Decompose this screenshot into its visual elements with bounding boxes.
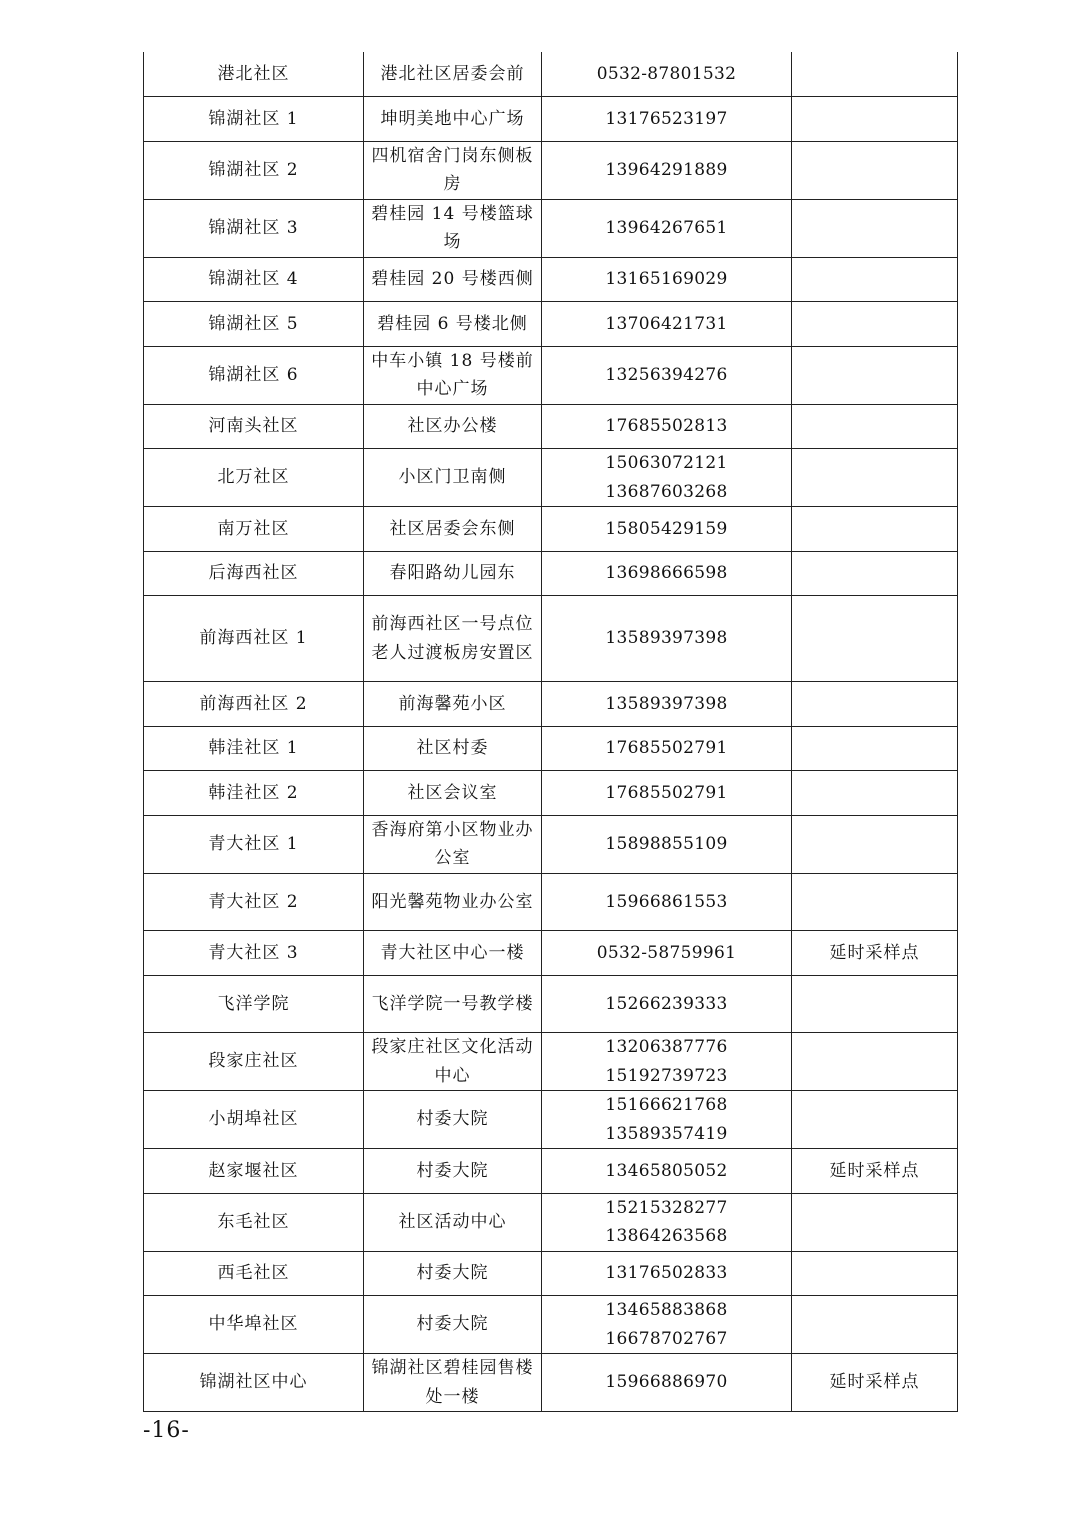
location-text: 社区活动中心	[398, 1211, 507, 1232]
community-cell: 后海西社区	[144, 551, 364, 596]
note-cell	[792, 726, 958, 771]
phone-cell	[542, 449, 792, 507]
note-cell	[792, 815, 958, 873]
phone-number: 13964291889	[605, 159, 728, 180]
note-cell	[792, 682, 958, 727]
phone-number: 13698666598	[605, 563, 728, 583]
phone-cell	[542, 1149, 792, 1194]
note-cell: 延时采样点	[792, 1149, 958, 1194]
table-row	[144, 404, 958, 449]
community-cell: 飞洋学院	[144, 975, 364, 1033]
location-text: 碧桂园 20 号楼西侧	[371, 269, 534, 289]
location-cell	[364, 873, 542, 931]
note-cell	[792, 551, 958, 596]
phone-number: 13165169029	[605, 269, 728, 289]
location-text: 香海府第小区物业办公室	[371, 819, 534, 868]
note-cell	[792, 1193, 958, 1251]
location-text: 前海馨苑小区	[398, 693, 507, 714]
phone-number: 15166621768	[605, 1095, 728, 1115]
table-row	[144, 1091, 958, 1149]
table-row	[144, 1033, 958, 1091]
location-cell	[364, 815, 542, 873]
phone-cell	[542, 141, 792, 199]
note-cell	[792, 596, 958, 682]
community-cell: 小胡埠社区	[144, 1091, 364, 1149]
location-cell	[364, 1251, 542, 1296]
phone-cell	[542, 302, 792, 347]
table-row	[144, 975, 958, 1033]
note-cell	[792, 1033, 958, 1091]
location-cell	[364, 771, 542, 816]
community-cell: 河南头社区	[144, 404, 364, 449]
community-cell: 青大社区 3	[144, 931, 364, 976]
location-cell	[364, 1354, 542, 1412]
phone-cell	[542, 873, 792, 931]
note-cell	[792, 97, 958, 142]
phone-number: 17685502791	[605, 738, 728, 758]
phone-cell	[542, 404, 792, 449]
table-row	[144, 257, 958, 302]
phone-cell	[542, 1091, 792, 1149]
note-cell	[792, 1296, 958, 1354]
location-text: 锦湖社区碧桂园售楼处一楼	[371, 1358, 534, 1407]
phone-number: 13256394276	[605, 364, 728, 385]
location-cell	[364, 1193, 542, 1251]
location-text: 小区门卫南侧	[398, 467, 507, 488]
table-row	[144, 449, 958, 507]
community-cell: 韩洼社区 2	[144, 771, 364, 816]
location-cell	[364, 257, 542, 302]
location-cell	[364, 52, 542, 97]
table-row	[144, 551, 958, 596]
location-text: 坤明美地中心广场	[380, 108, 525, 129]
community-cell: 东毛社区	[144, 1193, 364, 1251]
community-cell: 锦湖社区 2	[144, 141, 364, 199]
location-text: 社区办公楼	[407, 416, 498, 436]
location-cell	[364, 97, 542, 142]
location-cell	[364, 682, 542, 727]
table-row	[144, 931, 958, 976]
phone-cell	[542, 199, 792, 257]
phone-number: 0532-87801532	[596, 63, 737, 84]
location-text: 社区会议室	[407, 782, 498, 803]
note-cell	[792, 302, 958, 347]
table-row	[144, 199, 958, 257]
note-cell	[792, 873, 958, 931]
phone-cell	[542, 551, 792, 596]
phone-number: 13687603268	[605, 481, 728, 502]
location-text: 村委大院	[416, 1109, 489, 1130]
table-row	[144, 1193, 958, 1251]
phone-cell	[542, 771, 792, 816]
location-cell	[364, 507, 542, 552]
table-row	[144, 52, 958, 97]
phone-number: 13465883868	[605, 1300, 728, 1320]
community-cell: 段家庄社区	[144, 1033, 364, 1091]
location-text: 碧桂园 6 号楼北侧	[377, 313, 528, 334]
note-cell	[792, 1251, 958, 1296]
community-cell: 青大社区 1	[144, 815, 364, 873]
note-cell	[792, 507, 958, 552]
phone-cell	[542, 507, 792, 552]
table-row	[144, 1149, 958, 1194]
note-cell	[792, 257, 958, 302]
community-cell: 西毛社区	[144, 1251, 364, 1296]
location-cell	[364, 346, 542, 404]
note-cell	[792, 404, 958, 449]
phone-number: 17685502813	[605, 416, 728, 436]
community-cell: 韩洼社区 1	[144, 726, 364, 771]
location-text: 春阳路幼儿园东	[389, 563, 516, 583]
location-cell	[364, 1091, 542, 1149]
sampling-sites-table	[143, 52, 958, 1412]
phone-cell	[542, 1354, 792, 1412]
location-text: 青大社区中心一楼	[380, 942, 525, 963]
phone-number: 13964267651	[605, 217, 728, 238]
location-text: 村委大院	[416, 1314, 489, 1335]
table-row	[144, 346, 958, 404]
phone-cell	[542, 1033, 792, 1091]
table-row	[144, 873, 958, 931]
phone-cell	[542, 1193, 792, 1251]
location-text: 村委大院	[416, 1263, 489, 1283]
location-text: 中车小镇 18 号楼前中心广场	[371, 350, 534, 399]
location-text: 社区村委	[416, 738, 489, 758]
location-cell	[364, 726, 542, 771]
community-cell: 锦湖社区 3	[144, 199, 364, 257]
phone-number: 13206387776	[605, 1037, 728, 1057]
community-cell: 锦湖社区 6	[144, 346, 364, 404]
table-row	[144, 771, 958, 816]
table-row	[144, 1354, 958, 1412]
location-cell	[364, 975, 542, 1033]
phone-cell	[542, 52, 792, 97]
location-text: 港北社区居委会前	[380, 63, 525, 84]
phone-cell	[542, 1296, 792, 1354]
phone-cell	[542, 975, 792, 1033]
location-cell	[364, 931, 542, 976]
phone-number: 13589397398	[605, 628, 728, 649]
table-row	[144, 815, 958, 873]
phone-number: 0532-58759961	[596, 942, 737, 963]
location-text: 社区居委会东侧	[389, 518, 516, 539]
location-text: 碧桂园 14 号楼篮球场	[371, 203, 534, 252]
location-cell	[364, 1149, 542, 1194]
phone-number: 15966886970	[605, 1372, 728, 1393]
location-text: 前海西社区一号点位老人过渡板房安置区	[371, 614, 534, 663]
table-row	[144, 596, 958, 682]
phone-number: 15266239333	[605, 993, 728, 1014]
page-number: -16-	[143, 1418, 190, 1443]
table-row	[144, 302, 958, 347]
phone-cell	[542, 931, 792, 976]
table-row	[144, 682, 958, 727]
location-cell	[364, 551, 542, 596]
location-text: 飞洋学院一号教学楼	[371, 993, 534, 1014]
phone-number: 15192739723	[605, 1065, 728, 1086]
community-cell: 锦湖社区 5	[144, 302, 364, 347]
note-cell	[792, 771, 958, 816]
location-cell	[364, 199, 542, 257]
table-row	[144, 726, 958, 771]
phone-cell	[542, 1251, 792, 1296]
phone-cell	[542, 815, 792, 873]
phone-number: 13706421731	[605, 313, 728, 334]
community-cell: 赵家堰社区	[144, 1149, 364, 1194]
community-cell: 南万社区	[144, 507, 364, 552]
location-text: 段家庄社区文化活动中心	[371, 1037, 534, 1086]
community-cell: 北万社区	[144, 449, 364, 507]
community-cell: 锦湖社区 4	[144, 257, 364, 302]
community-cell: 港北社区	[144, 52, 364, 97]
location-cell	[364, 141, 542, 199]
phone-number: 15898855109	[605, 833, 728, 854]
phone-number: 15063072121	[605, 453, 728, 473]
phone-number: 15966861553	[605, 891, 728, 912]
location-cell	[364, 596, 542, 682]
table-row	[144, 507, 958, 552]
location-cell	[364, 404, 542, 449]
phone-number: 13176523197	[605, 108, 728, 129]
note-cell	[792, 199, 958, 257]
location-cell	[364, 449, 542, 507]
location-cell	[364, 302, 542, 347]
community-cell: 中华埠社区	[144, 1296, 364, 1354]
community-cell: 锦湖社区中心	[144, 1354, 364, 1412]
phone-number: 13176502833	[605, 1263, 728, 1283]
note-cell	[792, 141, 958, 199]
note-cell	[792, 449, 958, 507]
location-text: 四机宿舍门岗东侧板房	[371, 145, 534, 194]
table-row	[144, 1296, 958, 1354]
phone-number: 15215328277	[605, 1197, 728, 1218]
phone-cell	[542, 682, 792, 727]
community-cell: 青大社区 2	[144, 873, 364, 931]
phone-number: 13589357419	[605, 1123, 728, 1144]
table-row	[144, 1251, 958, 1296]
phone-cell	[542, 97, 792, 142]
note-cell	[792, 346, 958, 404]
note-cell	[792, 52, 958, 97]
location-text: 村委大院	[416, 1160, 489, 1181]
phone-number: 13465805052	[605, 1160, 728, 1181]
phone-cell	[542, 596, 792, 682]
note-cell	[792, 1091, 958, 1149]
phone-cell	[542, 257, 792, 302]
note-cell: 延时采样点	[792, 931, 958, 976]
phone-number: 16678702767	[605, 1328, 728, 1349]
phone-cell	[542, 346, 792, 404]
phone-number: 13589397398	[605, 693, 728, 714]
community-cell: 锦湖社区 1	[144, 97, 364, 142]
note-cell	[792, 975, 958, 1033]
community-cell: 前海西社区 1	[144, 596, 364, 682]
phone-number: 15805429159	[605, 518, 728, 539]
table-row	[144, 141, 958, 199]
phone-number: 17685502791	[605, 782, 728, 803]
location-cell	[364, 1033, 542, 1091]
location-cell	[364, 1296, 542, 1354]
location-text: 阳光馨苑物业办公室	[371, 891, 534, 912]
phone-cell	[542, 726, 792, 771]
phone-number: 13864263568	[605, 1226, 728, 1246]
community-cell: 前海西社区 2	[144, 682, 364, 727]
table-row	[144, 97, 958, 142]
note-cell: 延时采样点	[792, 1354, 958, 1412]
